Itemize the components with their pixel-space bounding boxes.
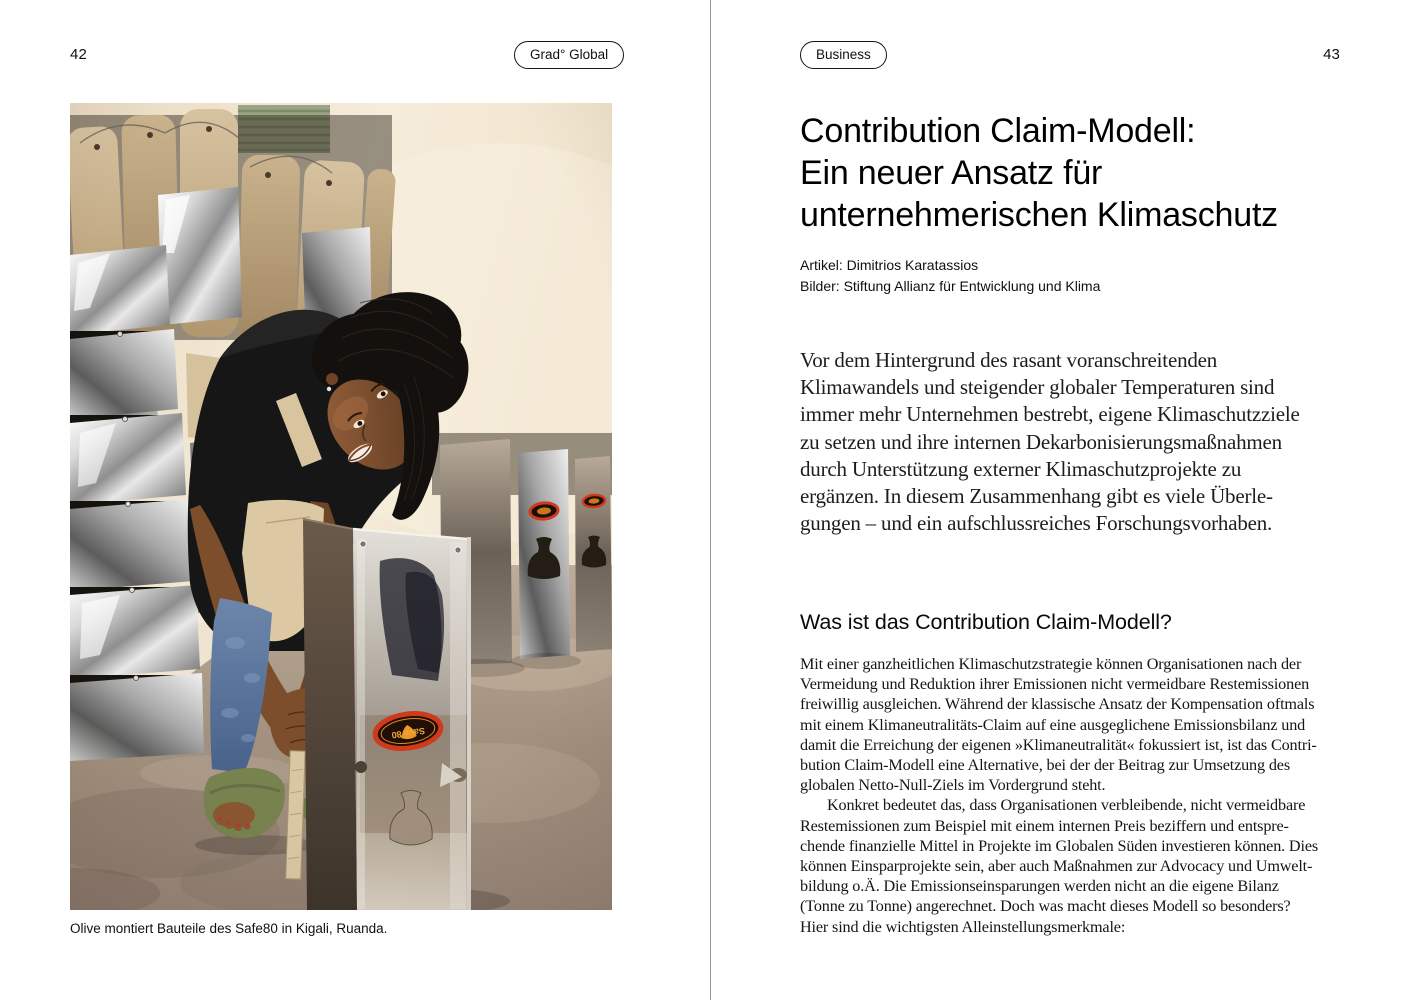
article-photo [70, 103, 612, 910]
left-page-number: 42 [70, 46, 87, 63]
badge-business: Business [800, 41, 887, 69]
text-line: Ein neuer Ansatz für [800, 154, 1103, 192]
text-line: globalen Netto-Null-Ziels im Vordergrund steht. [800, 776, 1106, 795]
text-line: mit einem Klimaneutralitäts-Claim auf eine ausgeglichene Emissionsbilanz und [800, 715, 1306, 734]
byline-author: Artikel: Dimitrios Karatassios [800, 257, 979, 273]
right-category-badge [800, 41, 887, 69]
text-line: Restemissionen zum Beispiel mit einem internen Preis beziffern und entspre- [800, 816, 1289, 835]
article-body [800, 654, 1375, 937]
text-line: freiwillig ausgleichen. Während der klassische Ansatz der Kompensation oftmals [800, 695, 1315, 714]
text-line: Vermeidung und Reduktion ihrer Emissionen nicht vermeidbare Restemissionen [800, 675, 1310, 694]
text-line: können Einsparprojekte sein, aber auch Maßnahmen zur Advocacy und Umwelt- [800, 857, 1313, 876]
text-line: Klimawandels und steigender globaler Temperaturen sind [800, 375, 1275, 400]
text-line: Konkret bedeutet das, dass Organisationen verbleibende, nicht vermeidbare [827, 796, 1306, 815]
text-line: durch Unterstützung externer Klimaschutzprojekte zu [800, 456, 1242, 481]
byline-images: Bilder: Stiftung Allianz für Entwicklung und Klima [800, 277, 1101, 294]
right-page-number: 43 [1323, 46, 1340, 63]
text-line: ergänzen. In diesem Zusammenhang gibt es viele Überle- [800, 484, 1273, 509]
text-line: bution Claim-Modell eine Alternative, bei der der Beitrag zur Umsetzung des [800, 756, 1290, 775]
photo-vignette [70, 103, 612, 910]
text-line: zu setzen und ihre internen Dekarbonisierungsmaßnahmen [800, 429, 1282, 454]
text-line: unternehmerischen Klimaschutz [800, 196, 1278, 234]
text-line: immer mehr Unternehmen bestrebt, eigene Klimaschutzziele [800, 402, 1300, 427]
article-intro [800, 347, 1375, 537]
page-fold-divider [710, 0, 711, 1000]
article-headline [800, 110, 1375, 236]
text-line: chende finanzielle Mittel in Projekte im Globalen Süden investieren können. Dies [800, 836, 1318, 855]
text-line: (Tonne zu Tonne) angerechnet. Doch was macht dieses Modell so besonders? [800, 897, 1291, 916]
text-line: Vor dem Hintergrund des rasant voranschreitenden [800, 348, 1218, 372]
text-line: Hier sind die wichtigsten Alleinstellungsmerkmale: [800, 917, 1126, 936]
text-line: damit die Erreichung der eigenen »Klimaneutralität« fokussiert ist, ist das Contri- [800, 735, 1317, 754]
text-line: Mit einer ganzheitlichen Klimaschutzstrategie können Organisationen nach der [800, 655, 1302, 673]
text-line: Contribution Claim-Modell: [800, 112, 1196, 150]
body-paragraph-2 [800, 795, 1375, 936]
photo-illustration [70, 103, 612, 910]
body-paragraph-1 [800, 654, 1375, 795]
text-line: gungen – und ein aufschlussreiches Forschungsvorhaben. [800, 511, 1273, 536]
photo-caption: Olive montiert Bauteile des Safe80 in Kigali, Ruanda. [70, 921, 388, 936]
section-subheading: Was ist das Contribution Claim-Modell? [800, 610, 1172, 634]
left-category-badge [514, 41, 624, 69]
badge-grad-global: Grad° Global [514, 41, 624, 69]
text-line: bildung o.Ä. Die Emissionseinsparungen werden nicht an die eigene Bilanz [800, 877, 1279, 896]
article-byline [800, 255, 1360, 296]
